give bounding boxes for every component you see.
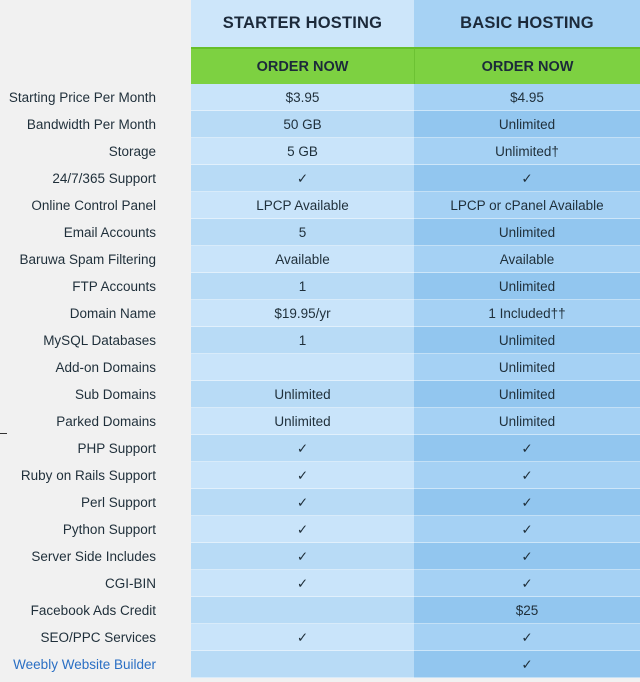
feature-row	[0, 246, 640, 273]
basic-value: $4.95	[414, 84, 640, 111]
feature-label: Baruwa Spam Filtering	[19, 252, 156, 267]
feature-row	[0, 597, 640, 624]
feature-label: Add-on Domains	[55, 360, 156, 375]
starter-value	[191, 651, 414, 678]
feature-row	[0, 138, 640, 165]
basic-value: ✓	[414, 165, 640, 192]
starter-value: Available	[191, 246, 414, 273]
starter-value: 1	[191, 327, 414, 354]
feature-row	[0, 489, 640, 516]
starter-hosting-title: STARTER HOSTING	[191, 0, 414, 47]
feature-row	[0, 300, 640, 327]
starter-value: ✓	[191, 516, 414, 543]
basic-value: Unlimited	[414, 327, 640, 354]
header-spacer	[0, 0, 162, 47]
feature-label: Email Accounts	[63, 225, 156, 240]
feature-label: 24/7/365 Support	[52, 171, 156, 186]
feature-label: Perl Support	[80, 495, 156, 510]
starter-value: ✓	[191, 462, 414, 489]
basic-value: ✓	[414, 651, 640, 678]
feature-label: Facebook Ads Credit	[30, 603, 156, 618]
feature-label: Python Support	[62, 522, 156, 537]
feature-row	[0, 84, 640, 111]
starter-value: Unlimited	[191, 381, 414, 408]
feature-row	[0, 543, 640, 570]
feature-label: Ruby on Rails Support	[20, 468, 156, 483]
basic-value: ✓	[414, 570, 640, 597]
feature-row	[0, 354, 640, 381]
basic-value: Unlimited†	[414, 138, 640, 165]
starter-value: ✓	[191, 570, 414, 597]
basic-value: Unlimited	[414, 381, 640, 408]
starter-value	[191, 354, 414, 381]
starter-value	[191, 597, 414, 624]
feature-label: Domain Name	[69, 306, 156, 321]
starter-value: ✓	[191, 489, 414, 516]
starter-order-now-button[interactable]: ORDER NOW	[191, 47, 414, 84]
starter-value: $3.95	[191, 84, 414, 111]
basic-value: Unlimited	[414, 111, 640, 138]
feature-label: FTP Accounts	[72, 279, 156, 294]
feature-link[interactable]: Weebly Website Builder	[13, 657, 156, 672]
feature-row	[0, 462, 640, 489]
basic-value: Unlimited	[414, 354, 640, 381]
feature-label: SEO/PPC Services	[40, 630, 156, 645]
feature-row	[0, 192, 640, 219]
basic-value: 1 Included††	[414, 300, 640, 327]
feature-label: Online Control Panel	[31, 198, 156, 213]
feature-row	[0, 435, 640, 462]
basic-value: Available	[414, 246, 640, 273]
order-row	[0, 47, 640, 84]
starter-value: Unlimited	[191, 408, 414, 435]
order-spacer	[0, 47, 162, 84]
feature-row	[0, 570, 640, 597]
feature-label: Sub Domains	[74, 387, 156, 402]
plan-header-row	[0, 0, 640, 47]
basic-value: Unlimited	[414, 219, 640, 246]
basic-value: ✓	[414, 489, 640, 516]
feature-row	[0, 381, 640, 408]
feature-label: CGI-BIN	[104, 576, 156, 591]
basic-order-now-button[interactable]: ORDER NOW	[414, 47, 640, 84]
feature-row	[0, 273, 640, 300]
starter-value: LPCP Available	[191, 192, 414, 219]
feature-row	[0, 624, 640, 651]
feature-label: Parked Domains	[56, 414, 156, 429]
feature-row	[0, 111, 640, 138]
starter-value: ✓	[191, 543, 414, 570]
basic-hosting-title: BASIC HOSTING	[414, 0, 640, 47]
starter-value: $19.95/yr	[191, 300, 414, 327]
feature-row	[0, 516, 640, 543]
basic-value: ✓	[414, 462, 640, 489]
feature-row	[0, 165, 640, 192]
starter-value: 50 GB	[191, 111, 414, 138]
basic-value: LPCP or cPanel Available	[414, 192, 640, 219]
margin-tick	[0, 433, 7, 434]
feature-row	[0, 219, 640, 246]
feature-rows	[0, 84, 640, 678]
feature-label: Storage	[108, 144, 156, 159]
basic-value: ✓	[414, 435, 640, 462]
starter-value: 5 GB	[191, 138, 414, 165]
starter-value: 5	[191, 219, 414, 246]
feature-row	[0, 651, 640, 678]
basic-value: $25	[414, 597, 640, 624]
feature-label: PHP Support	[77, 441, 156, 456]
feature-row	[0, 327, 640, 354]
feature-label: Starting Price Per Month	[8, 90, 156, 105]
starter-value: ✓	[191, 624, 414, 651]
starter-value: 1	[191, 273, 414, 300]
feature-row	[0, 408, 640, 435]
basic-value: ✓	[414, 543, 640, 570]
starter-value: ✓	[191, 435, 414, 462]
feature-label: Bandwidth Per Month	[26, 117, 156, 132]
feature-label: MySQL Databases	[43, 333, 156, 348]
basic-value: ✓	[414, 624, 640, 651]
basic-value: Unlimited	[414, 273, 640, 300]
basic-value: Unlimited	[414, 408, 640, 435]
starter-value: ✓	[191, 165, 414, 192]
feature-label: Server Side Includes	[31, 549, 156, 564]
basic-value: ✓	[414, 516, 640, 543]
